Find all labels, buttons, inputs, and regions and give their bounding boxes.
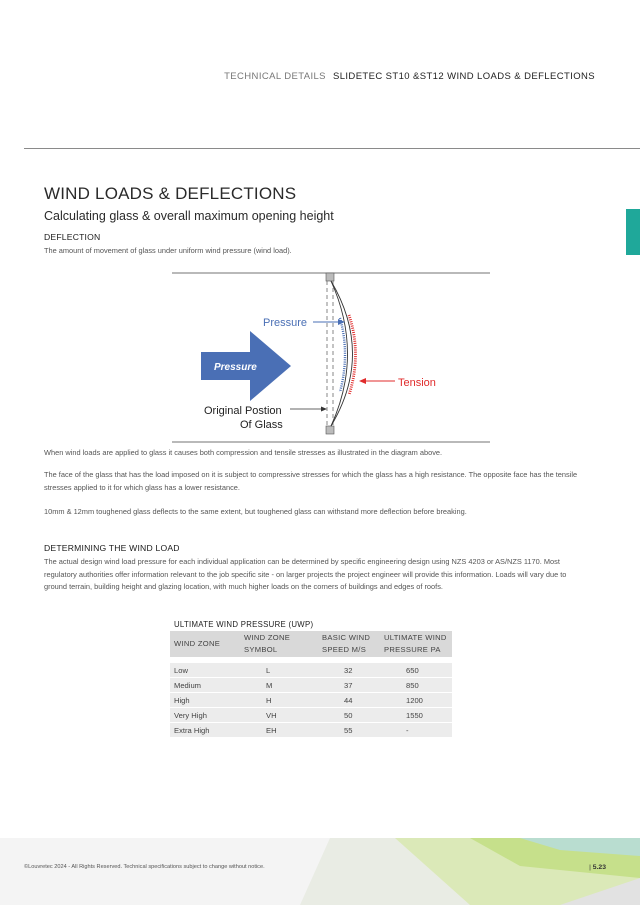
footer-copyright: ©Louvretec 2024 - All Rights Reserved. Technical specifications subject to change without notice.	[24, 864, 265, 870]
cell-pressure: 1550	[380, 708, 452, 723]
page-separator: |	[589, 864, 591, 871]
table-row	[170, 723, 452, 738]
table-header-row	[170, 631, 452, 660]
cell-speed: 44	[318, 693, 380, 708]
uwp-table	[170, 631, 452, 737]
top-fixing	[326, 273, 334, 281]
original-position-label-line2: Of Glass	[240, 419, 283, 431]
pressure-arrow-label: Pressure	[214, 362, 257, 373]
page-number	[589, 864, 606, 871]
pressure-label: Pressure	[263, 317, 308, 329]
cell-zone: Extra High	[170, 723, 240, 738]
table-row	[170, 678, 452, 693]
cell-zone: Low	[170, 660, 240, 678]
deflection-intro: The amount of movement of glass under uniform wind pressure (wind load).	[44, 246, 292, 255]
cell-zone: Medium	[170, 678, 240, 693]
cell-speed: 55	[318, 723, 380, 738]
deflection-paragraph-3: 10mm & 12mm toughened glass deflects to the same extent, but toughened glass can withstand more deflection before breaking.	[44, 507, 467, 516]
cell-symbol: L	[240, 660, 318, 678]
header-section: TECHNICAL DETAILS	[224, 71, 326, 82]
original-pointer-head	[321, 407, 327, 412]
col-header-symbol: WIND ZONE SYMBOL	[240, 631, 318, 660]
cell-symbol: H	[240, 693, 318, 708]
cell-symbol: VH	[240, 708, 318, 723]
deflection-heading: DEFLECTION	[44, 232, 101, 242]
table-row	[170, 708, 452, 723]
uwp-table-section	[170, 620, 452, 737]
header-title: SLIDETEC ST10 &ST12 WIND LOADS & DEFLECTIONS	[332, 71, 595, 82]
cell-speed: 50	[318, 708, 380, 723]
page-title: WIND LOADS & DEFLECTIONS	[44, 184, 297, 203]
col-header-wind-zone: WIND ZONE	[170, 631, 240, 660]
cell-zone: High	[170, 693, 240, 708]
cell-pressure: -	[380, 723, 452, 738]
cell-symbol: M	[240, 678, 318, 693]
table-row	[170, 660, 452, 678]
tension-pointer-head	[359, 378, 366, 384]
col-header-speed: BASIC WIND SPEED M/S	[318, 631, 380, 660]
table-title: ULTIMATE WIND PRESSURE (UWP)	[174, 620, 314, 629]
table-row	[170, 693, 452, 708]
cell-zone: Very High	[170, 708, 240, 723]
cell-speed: 32	[318, 660, 380, 678]
wind-load-paragraph: The actual design wind load pressure for each individual application can be determined by specific engineering design using NZS 4203 or AS/NZS 1170. Most regulatory authorities offer information relevant to the job specific site - on larger projects the project engineer will provide this information. Loads will vary due to ground terrain, building height and glazing location, with much higher loads on the corners of buildings and edges of roofs.	[44, 557, 567, 592]
tension-label: Tension	[398, 377, 436, 389]
col-header-pressure: ULTIMATE WIND PRESSURE PA	[380, 631, 452, 660]
original-position-label-line1: Original Postion	[204, 405, 282, 417]
deflection-paragraph-2: The face of the glass that has the load imposed on it is subject to compressive stresses for which the glass has a high resistance. The opposite face has the tensile stresses applied to it for which glass has a lower resistance.	[44, 470, 578, 492]
wind-load-heading: DETERMINING THE WIND LOAD	[44, 543, 180, 553]
bottom-fixing	[326, 426, 334, 434]
cell-speed: 37	[318, 678, 380, 693]
cell-pressure: 1200	[380, 693, 452, 708]
footer-graphic	[0, 838, 640, 905]
deflected-glass-outer	[331, 281, 353, 426]
page-number-value: 5.23	[592, 864, 606, 871]
cell-pressure: 650	[380, 660, 452, 678]
cell-symbol: EH	[240, 723, 318, 738]
cell-pressure: 850	[380, 678, 452, 693]
compression-zone	[340, 318, 345, 392]
page-subtitle: Calculating glass & overall maximum opening height	[44, 209, 334, 223]
deflection-paragraph-1: When wind loads are applied to glass it causes both compression and tensile stresses as illustrated in the diagram above.	[44, 448, 443, 457]
